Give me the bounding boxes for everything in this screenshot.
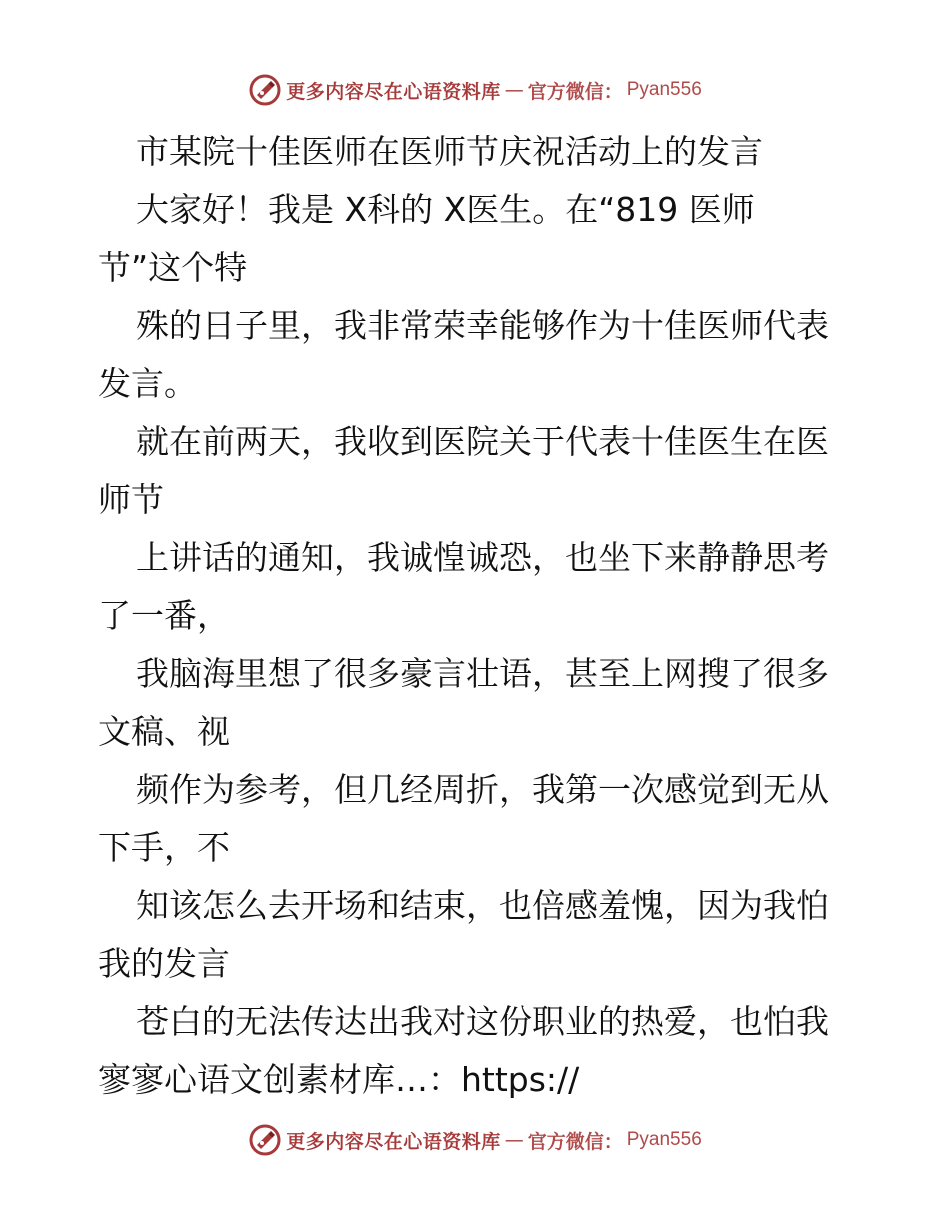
pen-logo-icon — [248, 1123, 282, 1157]
paragraph-line: 苍白的无法传达出我对这份职业的热爱，也怕我 — [136, 1002, 829, 1041]
paragraph-line: 发言。 — [98, 364, 197, 403]
footer-banner — [0, 1120, 950, 1160]
paragraph-line: 我的发言 — [98, 944, 230, 983]
banner-slogan: 更多内容尽在心语资料库 — [286, 1130, 501, 1153]
banner-wechat-label: 官方微信： — [527, 80, 623, 103]
paragraph-line: 了一番， — [98, 596, 230, 635]
document-body — [98, 123, 858, 1109]
header-banner — [0, 70, 950, 110]
banner-wechat-id: Pyan556 — [626, 79, 702, 100]
paragraph-line: 我脑海里想了很多豪言壮语，甚至上网搜了很多 — [136, 654, 829, 693]
paragraph-line: 节”这个特 — [98, 248, 248, 287]
paragraph-line: 上讲话的通知，我诚惶诚恐，也坐下来静静思考 — [136, 538, 829, 577]
paragraph-line: 知该怎么去开场和结束，也倍感羞愧，因为我怕 — [136, 886, 829, 925]
banner-wechat-id: Pyan556 — [626, 1129, 702, 1150]
paragraph-line: 大家好！我是 X科的 X医生。在“819 医师 — [136, 190, 755, 229]
banner-dash: — — [504, 1129, 524, 1151]
pen-logo-icon — [248, 73, 282, 107]
banner-dash: — — [504, 79, 524, 101]
paragraph-line: 文稿、视 — [98, 712, 230, 751]
banner-wechat-label: 官方微信： — [527, 1130, 623, 1153]
document-title: 市某院十佳医师在医师节庆祝活动上的发言 — [136, 132, 763, 171]
paragraph-line: 频作为参考，但几经周折，我第一次感觉到无从 — [136, 770, 829, 809]
paragraph-line: 下手，不 — [98, 828, 230, 867]
paragraph-line: 殊的日子里，我非常荣幸能够作为十佳医师代表 — [136, 306, 829, 345]
paragraph-line: 就在前两天，我收到医院关于代表十佳医生在医 — [136, 422, 829, 461]
paragraph-line: 寥寥心语文创素材库…：https:// — [98, 1060, 580, 1099]
paragraph-line: 师节 — [98, 480, 164, 519]
banner-slogan: 更多内容尽在心语资料库 — [286, 80, 501, 103]
